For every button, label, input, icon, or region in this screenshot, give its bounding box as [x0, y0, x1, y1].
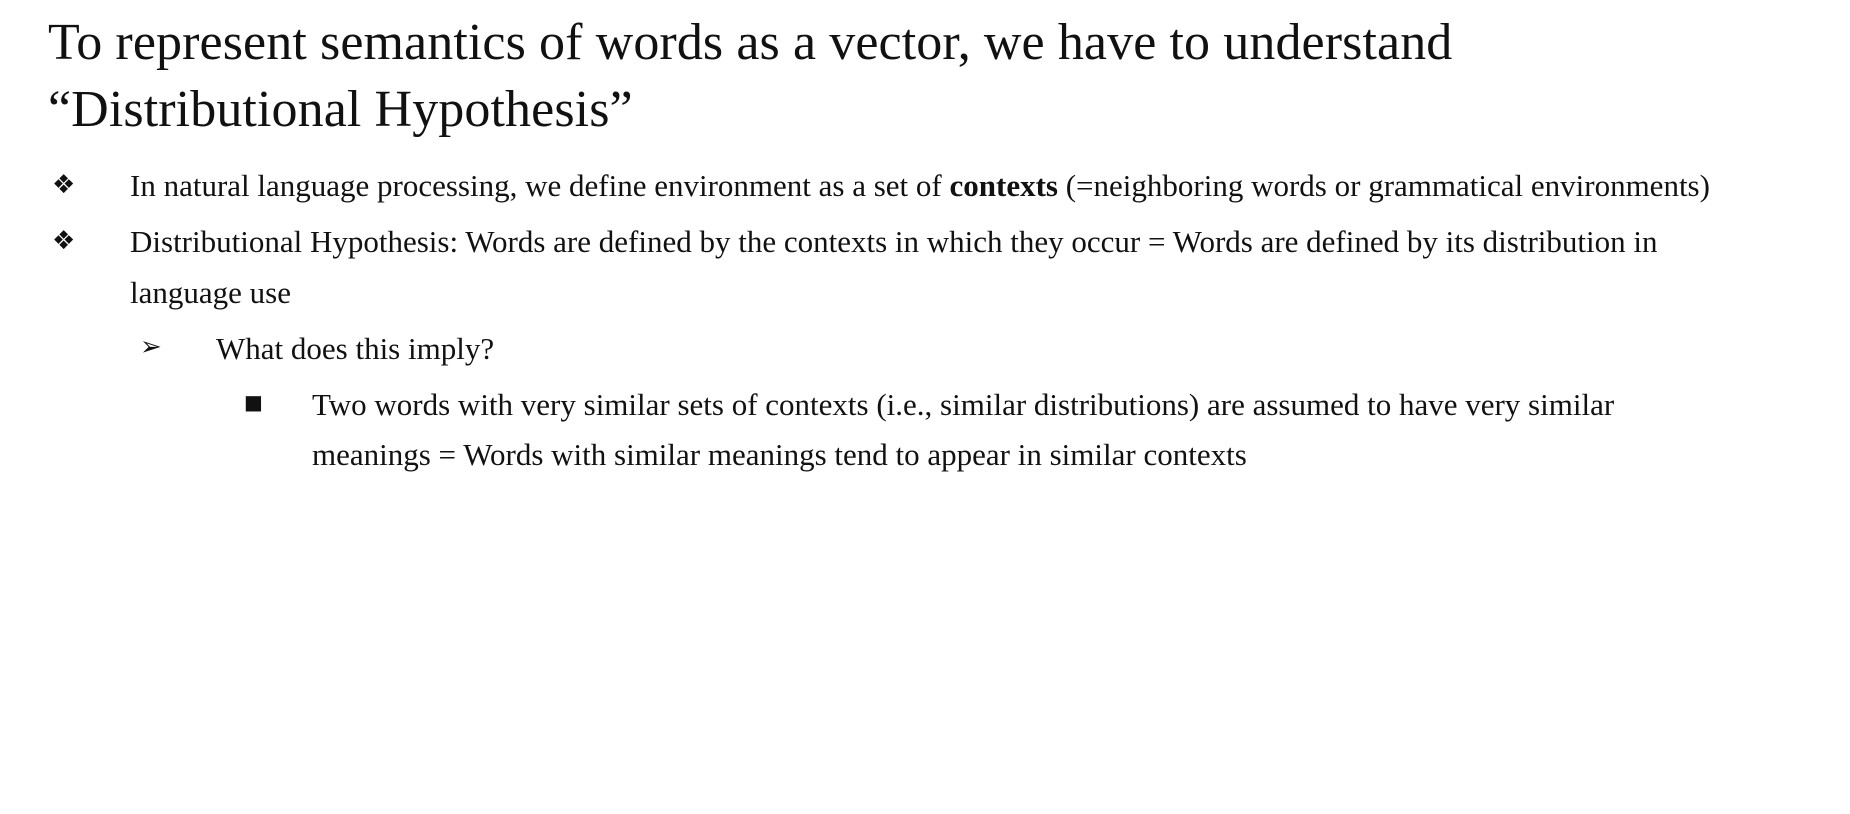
list-item-text-part: (=neighboring words or grammatical environments)	[1057, 168, 1710, 204]
list-item	[48, 217, 1790, 317]
list-item-text-part: In natural language processing, we define environment as a set of	[130, 168, 950, 204]
emphasis-contexts: contexts	[949, 168, 1058, 204]
list-item-text: Distributional Hypothesis: Words are defined by the contexts in which they occur = Words are defined by its distribution in language use	[130, 224, 1658, 310]
diamond-bullet-icon: ❖	[52, 226, 76, 257]
list-item-text	[130, 161, 1710, 211]
square-bullet-icon: ■	[244, 389, 263, 414]
list-item	[48, 161, 1790, 211]
diamond-bullet-icon: ❖	[52, 170, 76, 201]
bullet-list	[48, 161, 1790, 480]
arrow-bullet-icon: ➢	[140, 331, 162, 362]
list-item-text: Two words with very similar sets of contexts (i.e., similar distributions) are assumed to have very similar meanings = Words with similar meanings tend to appear in similar contexts	[312, 386, 1615, 473]
list-item	[48, 324, 1790, 374]
list-item-text: What does this imply?	[216, 330, 495, 366]
list-item	[48, 380, 1790, 480]
page-title: To represent semantics of words as a vector, we have to understand “Distributional Hypothesis”	[48, 14, 1453, 138]
